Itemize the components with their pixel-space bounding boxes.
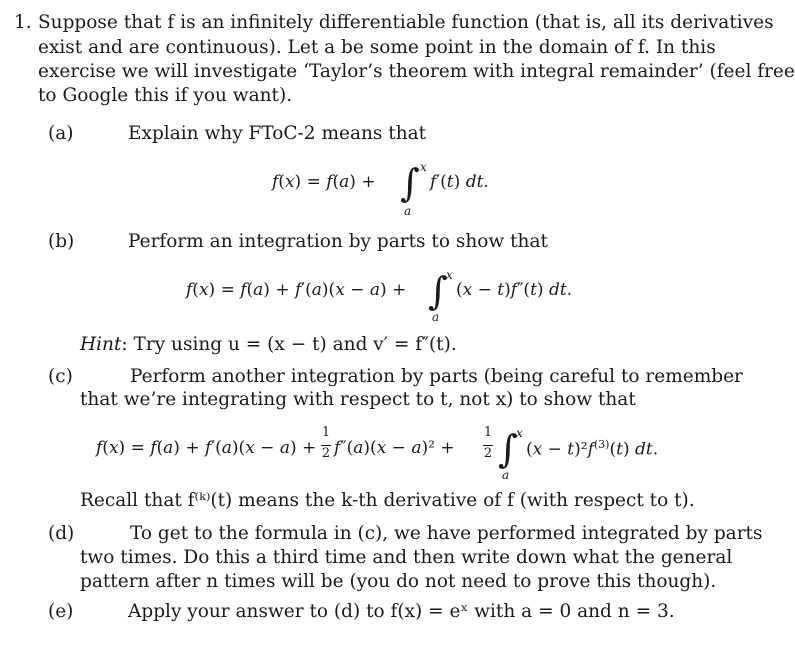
- part-c-recall: Recall that f⁽ᵏ⁾(t) means the k-th derivative of f (with respect to t).: [80, 490, 695, 511]
- hint-text: : Try using u = (x − t) and v′ = f″(t).: [121, 334, 457, 355]
- part-e-text: Apply your answer to (d) to f(x) = eˣ with a = 0 and n = 3.: [128, 601, 675, 622]
- part-c-label: (c): [48, 366, 73, 387]
- intro-line-1: Suppose that f is an infinitely differentiable function (that is, all its derivatives: [38, 12, 774, 33]
- part-e-label: (e): [48, 601, 74, 622]
- part-d-line-1: To get to the formula in (c), we have performed integrated by parts: [130, 523, 763, 544]
- part-d-label: (d): [48, 523, 75, 544]
- part-c-line-1: Perform another integration by parts (being careful to remember: [130, 366, 743, 387]
- part-b-hint: [80, 333, 457, 357]
- part-d-line-2: two times. Do this a third time and then write down what the general: [80, 547, 733, 568]
- intro-line-2: exist and are continuous). Let a be some point in the domain of f. In this: [38, 37, 716, 58]
- part-a-label: (a): [48, 123, 74, 144]
- part-a-text: Explain why FToC-2 means that: [128, 123, 427, 144]
- hint-label: Hint: [80, 334, 122, 355]
- part-d-line-3: pattern after n times will be (you do not need to prove this though).: [80, 571, 717, 592]
- part-c-line-2: that we’re integrating with respect to t, not x) to show that: [80, 389, 636, 410]
- part-b-text: Perform an integration by parts to show that: [128, 231, 548, 252]
- intro-line-3: exercise we will investigate ‘Taylor’s theorem with integral remainder’ (feel free: [38, 61, 795, 82]
- intro-line-4: to Google this if you want).: [38, 85, 293, 106]
- part-b-label: (b): [48, 231, 75, 252]
- problem-number: 1.: [14, 12, 32, 33]
